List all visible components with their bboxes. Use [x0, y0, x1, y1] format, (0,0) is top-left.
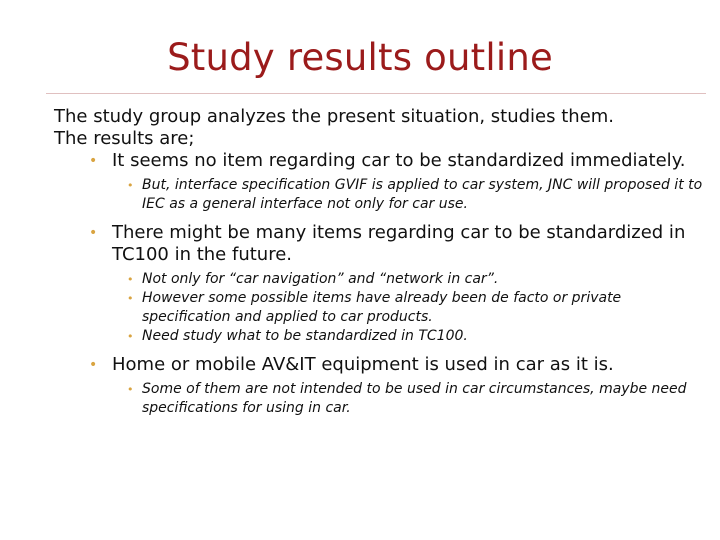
- bullet-point: [54, 222, 704, 266]
- bullet-point: [54, 150, 704, 172]
- bullet-dot-icon: •: [127, 292, 134, 305]
- sub-bullet-text: Need study what to be standardized in TC100.: [142, 328, 468, 344]
- slide-title: Study results outline: [167, 36, 553, 79]
- sub-bullet-point: [54, 270, 704, 289]
- sub-bullet-point: [54, 380, 704, 418]
- title-divider: [46, 93, 706, 94]
- intro-line: The results are;: [54, 128, 195, 149]
- bullet-dot-icon: •: [127, 383, 134, 396]
- bullet-dot-icon: •: [127, 179, 134, 192]
- bullet-dot-icon: •: [89, 225, 98, 241]
- slide-body: [54, 106, 704, 418]
- sub-bullet-text: However some possible items have already been de facto or private specification and applied to car products.: [142, 290, 622, 325]
- bullet-dot-icon: •: [127, 330, 134, 343]
- sub-bullet-point: [54, 289, 704, 327]
- sub-bullet-point: [54, 327, 704, 346]
- bullet-dot-icon: •: [127, 273, 134, 286]
- sub-bullet-point: [54, 176, 704, 214]
- bullet-point: [54, 354, 704, 376]
- sub-bullet-text: Not only for “car navigation” and “network in car”.: [142, 271, 499, 287]
- sub-bullet-text: Some of them are not intended to be used in car circumstances, maybe need specifications for using in car.: [142, 381, 687, 416]
- bullet-text: It seems no item regarding car to be standardized immediately.: [112, 150, 686, 171]
- intro-line: The study group analyzes the present situation, studies them.: [54, 106, 615, 127]
- bullet-text: There might be many items regarding car to be standardized in TC100 in the future.: [112, 222, 686, 265]
- bullet-dot-icon: •: [89, 153, 98, 169]
- sub-bullet-text: But, interface specification GVIF is applied to car system, JNC will proposed it to IEC as a general interface not only for car use.: [142, 177, 703, 212]
- bullet-dot-icon: •: [89, 357, 98, 373]
- bullet-text: Home or mobile AV&IT equipment is used in car as it is.: [112, 354, 614, 375]
